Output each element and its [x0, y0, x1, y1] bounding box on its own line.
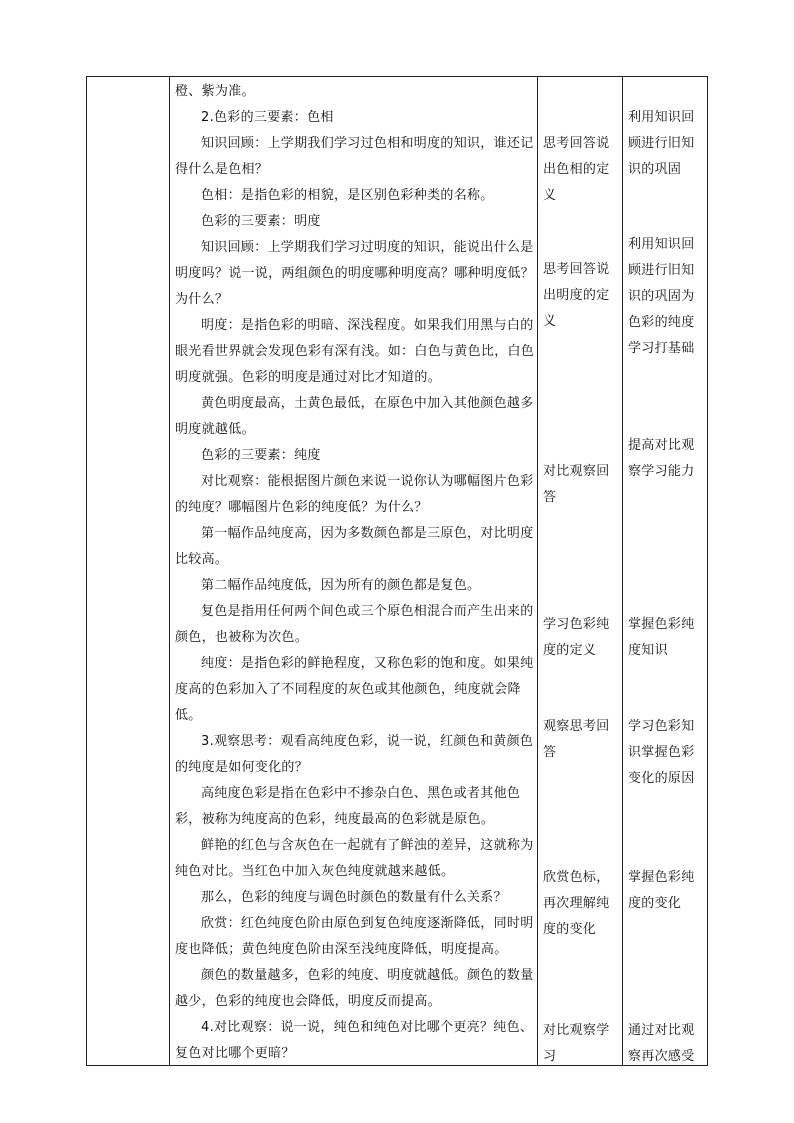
content-paragraph: 3.观察思考：观看高纯度色彩，说一说，红颜色和黄颜色的纯度是如何变化的？	[175, 734, 534, 775]
content-paragraph: 颜色的数量越多，色彩的纯度、明度就越低。颜色的数量越少，色彩的纯度也会降低，明度反而提高。	[175, 968, 534, 1009]
student-activity-cell: 欣赏色标， 再次理解纯 度的变化	[543, 870, 610, 937]
student-activity-cell: 思考回答说 出明度的定 义	[543, 262, 610, 329]
lesson-table	[86, 76, 708, 1066]
content-paragraph: 那么，色彩的纯度与调色时颜色的数量有什么关系？	[201, 890, 507, 905]
student-activity-cell: 观察思考回 答	[543, 719, 610, 760]
content-paragraph: 高纯度色彩是指在色彩中不掺杂白色、黑色或者其他色彩，被称为纯度高的色彩，纯度最高的色彩就是原色。	[175, 786, 521, 827]
content-paragraph: 2.色彩的三要素：色相	[201, 110, 334, 125]
design-intent-cell: 通过对比观 察再次感受	[628, 1023, 695, 1064]
student-activity-cell: 对比观察学 习	[543, 1023, 610, 1064]
column-divider	[169, 77, 170, 1065]
teaching-content-cell	[175, 79, 535, 1067]
design-intent-cell: 提高对比观 察学习能力	[628, 438, 695, 479]
content-paragraph: 色彩的三要素：纯度	[201, 448, 321, 463]
content-paragraph: 复色是指用任何两个间色或三个原色相混合而产生出来的颜色，也被称为次色。	[175, 604, 534, 645]
content-paragraph: 色相：是指色彩的相貌，是区别色彩种类的名称。	[201, 188, 494, 203]
student-activity-cell: 学习色彩纯 度的定义	[543, 617, 610, 658]
content-paragraph: 第一幅作品纯度高，因为多数颜色都是三原色，对比明度比较高。	[175, 526, 534, 567]
design-intent-cell: 利用知识回 顾进行旧知 识的巩固为 色彩的纯度 学习打基础	[628, 237, 695, 356]
content-paragraph: 黄色明度最高，土黄色最低，在原色中加入其他颜色越多明度就越低。	[175, 396, 534, 437]
content-paragraph: 第二幅作品纯度低，因为所有的颜色都是复色。	[201, 578, 481, 593]
content-paragraph: 橙、紫为准。	[175, 84, 255, 99]
column-divider	[622, 77, 623, 1065]
content-paragraph: 知识回顾：上学期我们学习过明度的知识，能说出什么是明度吗？说一说，两组颜色的明度哪种明度高？哪种明度低？为什么？	[175, 240, 535, 307]
content-paragraph: 欣赏：红色纯度色阶由原色到复色纯度逐渐降低，同时明度也降低；黄色纯度色阶由深至浅纯度降低，明度提高。	[175, 916, 534, 957]
content-paragraph: 对比观察：能根据图片颜色来说一说你认为哪幅图片色彩的纯度？哪幅图片色彩的纯度低？为什么？	[175, 474, 534, 515]
column-divider	[537, 77, 538, 1065]
content-paragraph: 鲜艳的红色与含灰色在一起就有了鲜浊的差异，这就称为纯色对比。当红色中加入灰色纯度就越来越低。	[175, 838, 534, 879]
content-paragraph: 4.对比观察：说一说，纯色和纯色对比哪个更亮？纯色、复色对比哪个更暗？	[175, 1020, 534, 1061]
student-activity-cell: 思考回答说 出色相的定 义	[543, 136, 610, 203]
content-paragraph: 明度：是指色彩的明暗、深浅程度。如果我们用黑与白的眼光看世界就会发现色彩有深有浅。如：白色与黄色比，白色明度就强。色彩的明度是通过对比才知道的。	[175, 318, 535, 385]
content-paragraph: 纯度：是指色彩的鲜艳程度，又称色彩的饱和度。如果纯度高的色彩加入了不同程度的灰色或其他颜色，纯度就会降低。	[175, 656, 534, 723]
design-intent-cell: 利用知识回 顾进行旧知 识的巩固	[628, 110, 695, 177]
content-paragraph: 知识回顾：上学期我们学习过色相和明度的知识，谁还记得什么是色相？	[175, 136, 534, 177]
student-activity-cell: 对比观察回 答	[543, 464, 610, 505]
design-intent-cell: 掌握色彩纯 度知识	[628, 617, 695, 658]
design-intent-cell: 掌握色彩纯 度的变化	[628, 870, 695, 911]
design-intent-cell: 学习色彩知 识掌握色彩 变化的原因	[628, 719, 695, 786]
content-paragraph: 色彩的三要素：明度	[201, 214, 321, 229]
